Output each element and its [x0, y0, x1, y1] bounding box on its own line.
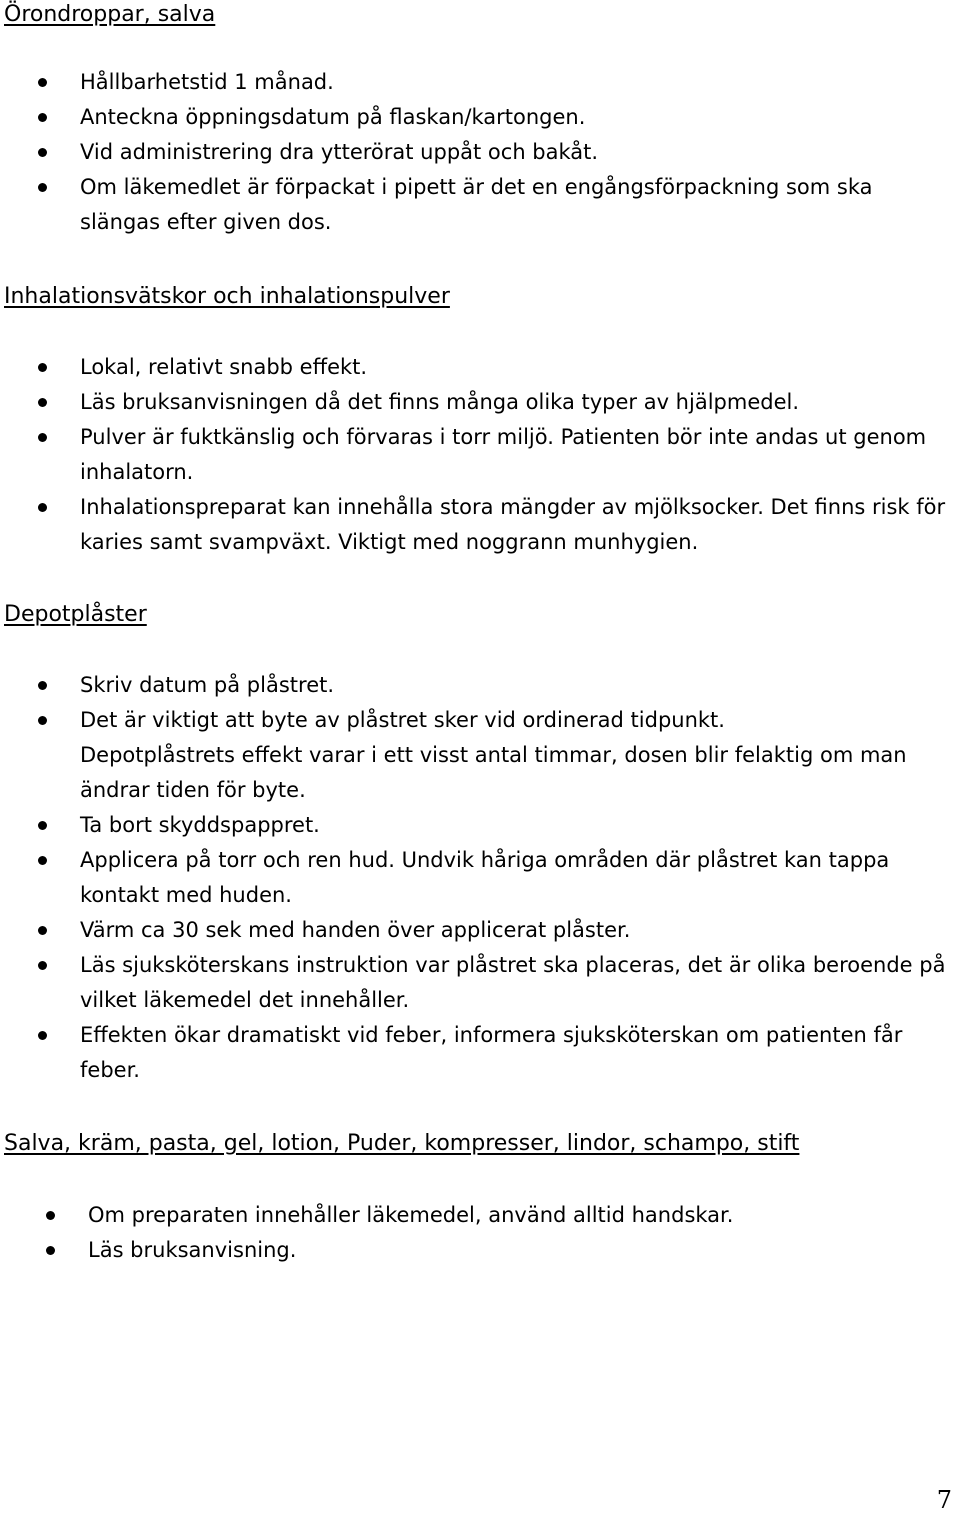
bullet-icon	[46, 1211, 55, 1220]
list-depotplaster	[0, 668, 960, 1088]
bullet-icon	[38, 148, 47, 157]
list-item: Skriv datum på plåstret.	[0, 668, 960, 703]
bullet-icon	[38, 681, 47, 690]
section-heading-depotplaster: Depotplåster	[4, 602, 147, 627]
page-number: 7	[936, 1486, 952, 1514]
bullet-icon	[38, 856, 47, 865]
section-heading-salva: Salva, kräm, pasta, gel, lotion, Puder, kompresser, lindor, schampo, stift	[4, 1131, 800, 1156]
list-item: Effekten ökar dramatiskt vid feber, informera sjuksköterskan om patienten får feber.	[0, 1018, 960, 1088]
bullet-icon	[38, 363, 47, 372]
list-item: Om preparaten innehåller läkemedel, använd alltid handskar.	[0, 1198, 960, 1233]
list-item: Läs bruksanvisningen då det finns många olika typer av hjälpmedel.	[0, 385, 960, 420]
list-inhalation	[0, 350, 960, 560]
bullet-icon	[38, 1031, 47, 1040]
list-item: Vid administrering dra ytterörat uppåt och bakåt.	[0, 135, 960, 170]
list-item: Ta bort skyddspappret.	[0, 808, 960, 843]
bullet-icon	[38, 961, 47, 970]
bullet-icon	[46, 1246, 55, 1255]
section-heading-orondroppar: Örondroppar, salva	[4, 2, 216, 27]
list-item: Applicera på torr och ren hud. Undvik håriga områden där plåstret kan tappa kontakt med huden.	[0, 843, 960, 913]
list-item: Värm ca 30 sek med handen över applicerat plåster.	[0, 913, 960, 948]
bullet-icon	[38, 503, 47, 512]
list-item: Lokal, relativt snabb effekt.	[0, 350, 960, 385]
list-item: Om läkemedlet är förpackat i pipett är det en engångsförpackning som ska slängas efter given dos.	[0, 170, 960, 240]
list-salva	[0, 1198, 960, 1268]
bullet-icon	[38, 398, 47, 407]
bullet-icon	[38, 113, 47, 122]
bullet-icon	[38, 716, 47, 725]
list-item: Inhalationspreparat kan innehålla stora mängder av mjölksocker. Det finns risk för karies samt svampväxt. Viktigt med noggrann munhygien.	[0, 490, 960, 560]
bullet-icon	[38, 821, 47, 830]
list-item: Anteckna öppningsdatum på flaskan/kartongen.	[0, 100, 960, 135]
list-item: Läs sjuksköterskans instruktion var plåstret ska placeras, det är olika beroende på vilket läkemedel det innehåller.	[0, 948, 960, 1018]
bullet-icon	[38, 926, 47, 935]
list-item: Det är viktigt att byte av plåstret sker vid ordinerad tidpunkt.	[0, 703, 960, 738]
bullet-icon	[38, 183, 47, 192]
list-item: Pulver är fuktkänslig och förvaras i torr miljö. Patienten bör inte andas ut genom inhalatorn.	[0, 420, 960, 490]
bullet-icon	[38, 78, 47, 87]
list-item: Depotplåstrets effekt varar i ett visst antal timmar, dosen blir felaktig om man ändrar tiden för byte.	[80, 743, 907, 802]
list-item: Hållbarhetstid 1 månad.	[0, 65, 960, 100]
bullet-icon	[38, 433, 47, 442]
list-item: Läs bruksanvisning.	[0, 1233, 960, 1268]
section-heading-inhalation: Inhalationsvätskor och inhalationspulver	[4, 284, 450, 309]
list-orondroppar	[0, 65, 960, 240]
